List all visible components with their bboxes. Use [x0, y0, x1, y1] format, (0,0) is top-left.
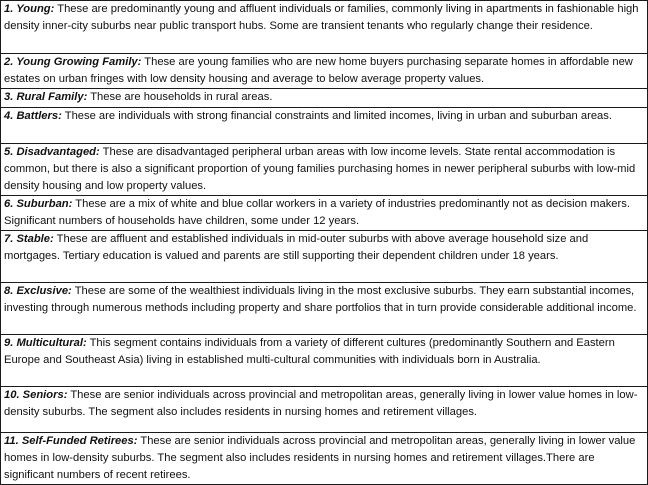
- segment-cell: [1, 335, 648, 387]
- segment-description: These are predominantly young and affluent individuals or families, commonly living in apartments in fashionable high density inner-city suburbs near public transport hubs. Some are transient tenants who regularly change their residence.: [4, 3, 639, 32]
- segment-name: 3. Rural Family:: [4, 91, 88, 103]
- segment-cell: [1, 1, 648, 54]
- segment-description: This segment contains individuals from a variety of different cultures (predominantly Southern and Eastern Europe and Southeast Asia) living in established multi-cultural communities with individuals born in Australia.: [4, 337, 615, 366]
- segment-cell: [1, 144, 648, 196]
- segment-row: [1, 108, 648, 144]
- segment-name: 11. Self-Funded Retirees:: [4, 435, 138, 447]
- segment-name: 5. Disadvantaged:: [4, 146, 100, 158]
- segment-description: These are affluent and established individuals in mid-outer suburbs with above average household size and mortgages. Tertiary education is valued and parents are still supporting their dependent children under 18 years.: [4, 233, 589, 262]
- segment-cell: [1, 433, 648, 485]
- segment-cell: [1, 283, 648, 335]
- segment-name: 9. Multicultural:: [4, 337, 87, 349]
- segment-cell: [1, 231, 648, 283]
- segment-row: [1, 283, 648, 335]
- segment-row: [1, 196, 648, 231]
- segment-name: 8. Exclusive:: [4, 285, 72, 297]
- segment-name: 6. Suburban:: [4, 198, 73, 210]
- segment-row: [1, 54, 648, 89]
- segment-description: These are a mix of white and blue collar workers in a variety of industries predominantly not as decision makers. Significant numbers of households have children, some under 12 years.: [4, 198, 630, 227]
- segment-description: These are senior individuals across provincial and metropolitan areas, generally living in lower value homes in low-density suburbs. The segment also includes residents in nursing homes and retirement villages.: [4, 389, 638, 418]
- segment-row: [1, 144, 648, 196]
- segment-description: These are households in rural areas.: [87, 91, 273, 103]
- segment-cell: [1, 89, 648, 108]
- segment-name: 2. Young Growing Family:: [4, 56, 142, 68]
- segment-name: 10. Seniors:: [4, 389, 68, 401]
- segment-row: [1, 1, 648, 54]
- segment-description: These are some of the wealthiest individuals living in the most exclusive suburbs. They earn substantial incomes, investing through numerous methods including property and share portfolios that in turn provide considerable additional income.: [4, 285, 637, 314]
- segment-name: 7. Stable:: [4, 233, 54, 245]
- segment-cell: [1, 54, 648, 89]
- segment-row: [1, 335, 648, 387]
- segment-description: These are senior individuals across provincial and metropolitan areas, generally living in lower value homes in low-density suburbs. The segment also includes residents in nursing homes and retirement villages.There are significant numbers of recent retirees.: [4, 435, 636, 481]
- segment-description: These are disadvantaged peripheral urban areas with low income levels. State rental accommodation is common, but there is also a significant proportion of young families purchasing homes in newer peripheral suburbs with low-mid density housing and low property values.: [4, 146, 636, 192]
- segment-row: [1, 387, 648, 433]
- segment-description: These are young families who are new home buyers purchasing separate homes in affordable new estates on urban fringes with low density housing and average to below average property values.: [4, 56, 633, 85]
- segment-name: 4. Battlers:: [4, 110, 62, 122]
- segment-description: These are individuals with strong financial constraints and limited incomes, living in urban and suburban areas.: [61, 110, 612, 122]
- segment-name: 1. Young:: [4, 3, 55, 15]
- segment-cell: [1, 108, 648, 144]
- segment-row: [1, 89, 648, 108]
- segment-row: [1, 231, 648, 283]
- segment-table-body: [1, 1, 648, 485]
- segment-cell: [1, 387, 648, 433]
- segment-row: [1, 433, 648, 485]
- segment-cell: [1, 196, 648, 231]
